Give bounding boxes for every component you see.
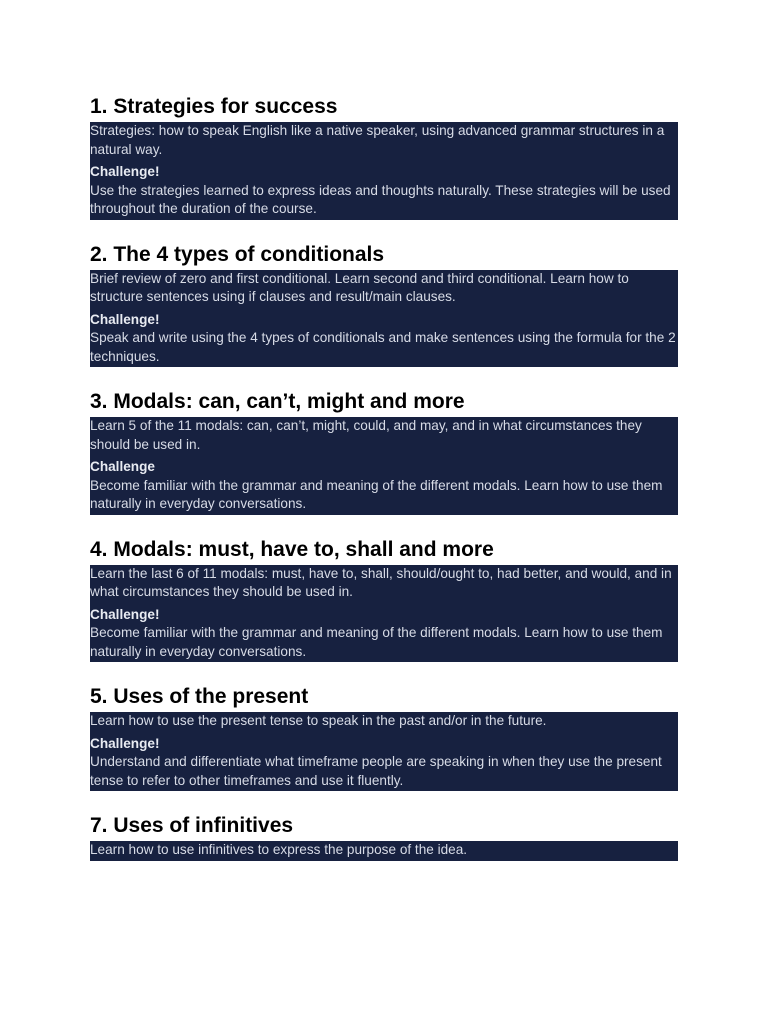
section-strategies (90, 94, 678, 220)
section-description: Learn the last 6 of 11 modals: must, have to, shall, should/ought to, had better, and would, and in what circumstances they should be used in. (90, 565, 672, 599)
section-description: Learn how to use the present tense to speak in the past and/or in the future. (90, 713, 547, 728)
section-uses-infinitives (90, 813, 678, 861)
challenge-label: Challenge! (90, 606, 160, 622)
challenge-text: Speak and write using the 4 types of conditionals and make sentences using the formula for the 2 techniques. (90, 330, 676, 364)
section-content-box (90, 417, 678, 515)
challenge-text: Become familiar with the grammar and meaning of the different modals. Learn how to use them naturally in everyday conversations. (90, 625, 663, 659)
section-content-box (90, 841, 678, 861)
section-uses-present (90, 684, 678, 791)
section-description: Learn how to use infinitives to express the purpose of the idea. (90, 842, 468, 857)
section-modals-must (90, 537, 678, 663)
section-description: Learn 5 of the 11 modals: can, can’t, might, could, and may, and in what circumstances they should be used in. (90, 418, 642, 452)
section-description: Brief review of zero and first conditional. Learn second and third conditional. Learn how to structure sentences using if clauses and result/main clauses. (90, 270, 629, 304)
section-content-box (90, 270, 678, 368)
section-content-box (90, 122, 678, 220)
section-title: 2. The 4 types of conditionals (90, 242, 385, 266)
section-title: 3. Modals: can, can’t, might and more (90, 390, 465, 413)
challenge-text: Become familiar with the grammar and meaning of the different modals. Learn how to use them naturally in everyday conversations. (90, 477, 663, 511)
section-description: Strategies: how to speak English like a native speaker, using advanced grammar structures in a natural way. (90, 123, 665, 157)
section-content-box (90, 565, 678, 663)
section-conditionals (90, 242, 678, 368)
section-title: 5. Uses of the present (90, 685, 309, 708)
challenge-label: Challenge! (90, 311, 160, 327)
challenge-text: Use the strategies learned to express ideas and thoughts naturally. These strategies will be used throughout the duration of the course. (90, 182, 671, 216)
section-modals-can (90, 389, 678, 515)
course-outline (90, 94, 678, 883)
section-title: 1. Strategies for success (90, 95, 338, 118)
challenge-text: Understand and differentiate what timeframe people are speaking in when they use the present tense to refer to other timeframes and use it fluently. (90, 754, 662, 788)
section-title: 7. Uses of infinitives (90, 814, 294, 837)
challenge-label: Challenge! (90, 164, 160, 179)
section-title: 4. Modals: must, have to, shall and more (90, 537, 494, 561)
challenge-label: Challenge! (90, 735, 160, 751)
challenge-label: Challenge (90, 459, 155, 474)
section-content-box (90, 712, 678, 791)
